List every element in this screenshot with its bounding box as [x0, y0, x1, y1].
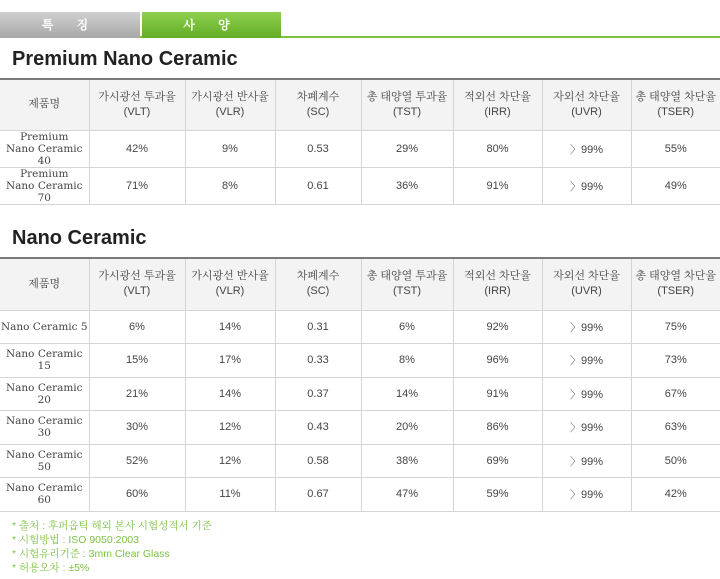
- table-cell: 8%: [185, 167, 275, 204]
- nano-ceramic-section-title: Nano Ceramic: [12, 227, 147, 249]
- column-header-label: 제품명: [28, 98, 61, 111]
- product-name-cell: Nano Ceramic 5: [0, 310, 89, 343]
- table-cell: 〉99%: [542, 310, 631, 343]
- table-cell: 69%: [453, 444, 542, 477]
- table-cell: 12%: [185, 444, 275, 477]
- table-cell: 92%: [453, 310, 542, 343]
- table-cell: 0.37: [275, 377, 361, 410]
- column-header-abbrev: (TSER): [657, 105, 695, 118]
- table-cell: 〉99%: [542, 167, 631, 204]
- table-cell: 50%: [631, 444, 720, 477]
- nano-ceramic-spec-table: [0, 257, 720, 512]
- table-cell: 63%: [631, 410, 720, 444]
- table-cell: 17%: [185, 343, 275, 377]
- column-header: [631, 79, 720, 130]
- table-cell: 30%: [89, 410, 185, 444]
- table-cell: 67%: [631, 377, 720, 410]
- column-header-abbrev: (IRR): [484, 105, 511, 118]
- column-header: [185, 79, 275, 130]
- column-header-label: 가시광선 투과율: [98, 270, 176, 283]
- table-cell: 75%: [631, 310, 720, 343]
- table-cell: 11%: [185, 477, 275, 511]
- table-cell: 49%: [631, 167, 720, 204]
- column-header-abbrev: (VLR): [215, 285, 245, 298]
- table-header-row: [0, 258, 720, 310]
- table-cell: 0.58: [275, 444, 361, 477]
- table-cell: 36%: [361, 167, 453, 204]
- column-header-abbrev: (VLT): [123, 105, 151, 118]
- table-cell: 80%: [453, 130, 542, 167]
- table-cell: 15%: [89, 343, 185, 377]
- table-cell: 91%: [453, 377, 542, 410]
- table-cell: 29%: [361, 130, 453, 167]
- column-header: [0, 79, 89, 130]
- table-cell: 6%: [89, 310, 185, 343]
- premium-section-title: Premium Nano Ceramic: [12, 48, 238, 70]
- column-header-label: 차폐계수: [296, 90, 340, 103]
- table-cell: 86%: [453, 410, 542, 444]
- column-header-label: 제품명: [28, 277, 61, 290]
- table-row: [0, 167, 720, 204]
- table-cell: 71%: [89, 167, 185, 204]
- product-name-cell: Nano Ceramic 30: [0, 410, 89, 444]
- table-cell: 96%: [453, 343, 542, 377]
- column-header-abbrev: (VLT): [123, 285, 151, 298]
- column-header-abbrev: (IRR): [484, 285, 511, 298]
- column-header-label: 총 태양열 차단율: [635, 90, 716, 103]
- note-tolerance: * 허용오차 : ±5%: [12, 562, 90, 574]
- column-header: [275, 79, 361, 130]
- table-row: [0, 310, 720, 343]
- column-header: [631, 258, 720, 310]
- column-header-abbrev: (SC): [306, 105, 330, 118]
- tab-specifications[interactable]: 사 양: [142, 12, 281, 38]
- table-row: [0, 444, 720, 477]
- column-header-label: 차폐계수: [296, 270, 340, 283]
- note-source: * 출처 : 후퍼옵틱 해외 본사 시험성적서 기준: [12, 520, 212, 532]
- table-cell: 47%: [361, 477, 453, 511]
- note-method: * 시험방법 : ISO 9050:2003: [12, 534, 139, 546]
- column-header-abbrev: (TST): [392, 285, 422, 298]
- table-cell: 〉99%: [542, 444, 631, 477]
- table-cell: 59%: [453, 477, 542, 511]
- column-header: [453, 79, 542, 130]
- table-cell: 38%: [361, 444, 453, 477]
- column-header: [89, 79, 185, 130]
- spec-tab-bar: [0, 12, 720, 38]
- note-glass: * 시험유리기준 : 3mm Clear Glass: [12, 548, 170, 560]
- table-cell: 52%: [89, 444, 185, 477]
- table-header-row: [0, 79, 720, 130]
- table-cell: 73%: [631, 343, 720, 377]
- table-cell: 0.53: [275, 130, 361, 167]
- column-header-label: 자외선 차단율: [553, 90, 620, 103]
- product-name-cell: Nano Ceramic 15: [0, 343, 89, 377]
- column-header: [542, 79, 631, 130]
- tab-features[interactable]: 특 징: [0, 12, 140, 38]
- table-cell: 55%: [631, 130, 720, 167]
- table-cell: 12%: [185, 410, 275, 444]
- table-cell: 0.33: [275, 343, 361, 377]
- table-cell: 14%: [185, 310, 275, 343]
- column-header: [0, 258, 89, 310]
- column-header-label: 가시광선 반사율: [191, 270, 269, 283]
- column-header-abbrev: (UVR): [571, 285, 602, 298]
- column-header-label: 가시광선 투과율: [98, 90, 176, 103]
- table-cell: 〉99%: [542, 343, 631, 377]
- table-cell: 42%: [631, 477, 720, 511]
- column-header-label: 자외선 차단율: [553, 270, 620, 283]
- table-cell: 〉99%: [542, 377, 631, 410]
- column-header: [361, 79, 453, 130]
- premium-spec-table: [0, 78, 720, 205]
- column-header-abbrev: (VLR): [215, 105, 245, 118]
- column-header-abbrev: (UVR): [571, 105, 602, 118]
- column-header-label: 가시광선 반사율: [191, 90, 269, 103]
- table-cell: 14%: [361, 377, 453, 410]
- product-name-cell: Premium Nano Ceramic 40: [0, 130, 89, 167]
- test-notes: [12, 519, 212, 575]
- column-header-label: 총 태양열 투과율: [366, 270, 448, 283]
- column-header-abbrev: (TSER): [657, 285, 695, 298]
- column-header-label: 적외선 차단율: [464, 270, 531, 283]
- table-cell: 20%: [361, 410, 453, 444]
- column-header: [89, 258, 185, 310]
- table-cell: 9%: [185, 130, 275, 167]
- product-name-cell: Nano Ceramic 50: [0, 444, 89, 477]
- column-header-abbrev: (SC): [306, 285, 330, 298]
- table-cell: 〉99%: [542, 410, 631, 444]
- table-cell: 〉99%: [542, 130, 631, 167]
- column-header: [275, 258, 361, 310]
- table-row: [0, 343, 720, 377]
- column-header-label: 총 태양열 투과율: [366, 90, 448, 103]
- table-row: [0, 130, 720, 167]
- table-row: [0, 477, 720, 511]
- product-name-cell: Premium Nano Ceramic 70: [0, 167, 89, 204]
- table-cell: 91%: [453, 167, 542, 204]
- table-cell: 8%: [361, 343, 453, 377]
- table-cell: 42%: [89, 130, 185, 167]
- column-header: [185, 258, 275, 310]
- column-header: [361, 258, 453, 310]
- column-header-label: 총 태양열 차단율: [635, 270, 716, 283]
- product-name-cell: Nano Ceramic 60: [0, 477, 89, 511]
- table-row: [0, 410, 720, 444]
- column-header-abbrev: (TST): [392, 105, 422, 118]
- column-header: [542, 258, 631, 310]
- table-cell: 0.61: [275, 167, 361, 204]
- table-cell: 21%: [89, 377, 185, 410]
- table-cell: 0.67: [275, 477, 361, 511]
- table-cell: 0.31: [275, 310, 361, 343]
- table-cell: 6%: [361, 310, 453, 343]
- column-header-label: 적외선 차단율: [464, 90, 531, 103]
- table-cell: 60%: [89, 477, 185, 511]
- table-row: [0, 377, 720, 410]
- table-cell: 〉99%: [542, 477, 631, 511]
- product-name-cell: Nano Ceramic 20: [0, 377, 89, 410]
- table-cell: 0.43: [275, 410, 361, 444]
- column-header: [453, 258, 542, 310]
- table-cell: 14%: [185, 377, 275, 410]
